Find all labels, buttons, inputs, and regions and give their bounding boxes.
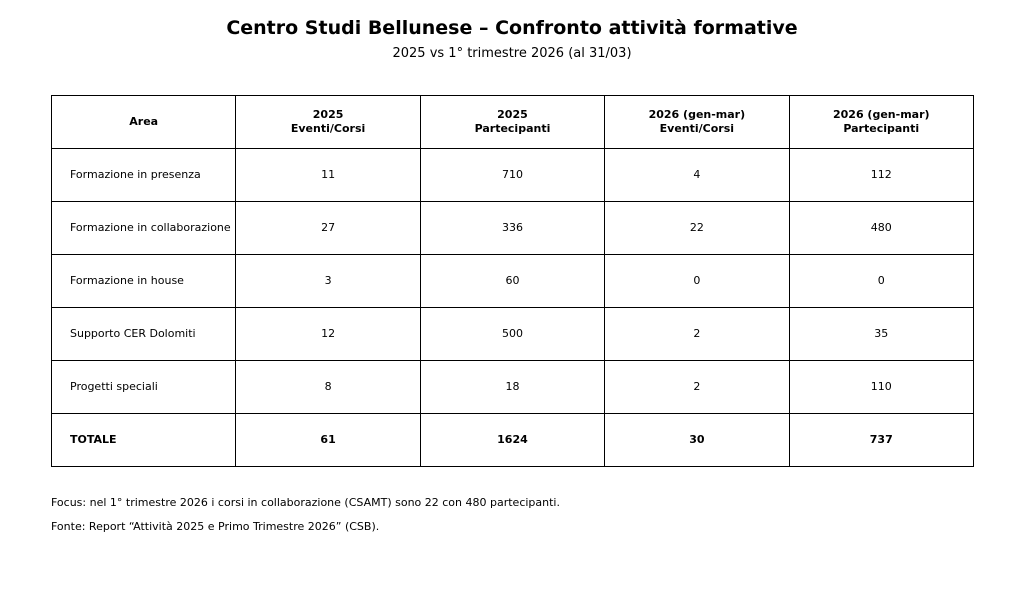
area-cell: Supporto CER Dolomiti	[52, 308, 236, 361]
column-header-line: Eventi/Corsi	[659, 122, 735, 135]
partecipanti-2025-cell: 18	[420, 361, 604, 414]
activity-comparison-table	[51, 95, 974, 467]
table-row	[52, 361, 974, 414]
focus-note: Focus: nel 1° trimestre 2026 i corsi in collaborazione (CSAMT) sono 22 con 480 partecipanti.	[51, 496, 560, 509]
eventi-2026-cell: 2	[605, 361, 789, 414]
table-row	[52, 255, 974, 308]
column-header-line: 2026 (gen-mar)	[648, 108, 746, 121]
eventi-2026-cell: 4	[605, 149, 789, 202]
total-partecipanti-2025-cell: 1624	[420, 414, 604, 467]
partecipanti-2026-cell: 110	[789, 361, 973, 414]
column-header-partecipanti-2026	[789, 96, 973, 149]
column-header-line: 2025	[312, 108, 344, 121]
column-header-line: 2025	[497, 108, 528, 121]
column-header-line: 2026 (gen-mar)	[832, 108, 930, 121]
eventi-2026-cell: 22	[605, 202, 789, 255]
page-title: Centro Studi Bellunese – Confronto attività formative	[226, 17, 798, 39]
eventi-2025-cell: 27	[236, 202, 420, 255]
total-partecipanti-2026-cell: 737	[789, 414, 973, 467]
column-header-line: Partecipanti	[843, 122, 920, 135]
source-note: Fonte: Report “Attività 2025 e Primo Trimestre 2026” (CSB).	[51, 520, 380, 533]
column-header-line: Area	[129, 115, 159, 128]
partecipanti-2026-cell: 480	[789, 202, 973, 255]
column-header-partecipanti-2025	[420, 96, 604, 149]
column-header-line: Eventi/Corsi	[290, 122, 366, 135]
total-eventi-2026-cell: 30	[605, 414, 789, 467]
column-header-line: Partecipanti	[474, 122, 551, 135]
column-header-area	[52, 96, 236, 149]
partecipanti-2026-cell: 35	[789, 308, 973, 361]
eventi-2025-cell: 11	[236, 149, 420, 202]
area-cell: Progetti speciali	[52, 361, 236, 414]
table-row	[52, 308, 974, 361]
partecipanti-2025-cell: 500	[420, 308, 604, 361]
partecipanti-2025-cell: 60	[420, 255, 604, 308]
column-header-eventi-2026	[605, 96, 789, 149]
table-row	[52, 149, 974, 202]
eventi-2025-cell: 12	[236, 308, 420, 361]
eventi-2026-cell: 0	[605, 255, 789, 308]
partecipanti-2025-cell: 710	[420, 149, 604, 202]
partecipanti-2025-cell: 336	[420, 202, 604, 255]
column-header-eventi-2025	[236, 96, 420, 149]
total-label-cell: TOTALE	[52, 414, 236, 467]
partecipanti-2026-cell: 112	[789, 149, 973, 202]
total-eventi-2025-cell: 61	[236, 414, 420, 467]
eventi-2025-cell: 3	[236, 255, 420, 308]
table-total-row	[52, 414, 974, 467]
eventi-2026-cell: 2	[605, 308, 789, 361]
eventi-2025-cell: 8	[236, 361, 420, 414]
area-cell: Formazione in presenza	[52, 149, 236, 202]
area-cell: Formazione in house	[52, 255, 236, 308]
page-subtitle: 2025 vs 1° trimestre 2026 (al 31/03)	[392, 46, 632, 61]
table-row	[52, 202, 974, 255]
partecipanti-2026-cell: 0	[789, 255, 973, 308]
table-header-row	[52, 96, 974, 149]
area-cell: Formazione in collaborazione	[52, 202, 236, 255]
